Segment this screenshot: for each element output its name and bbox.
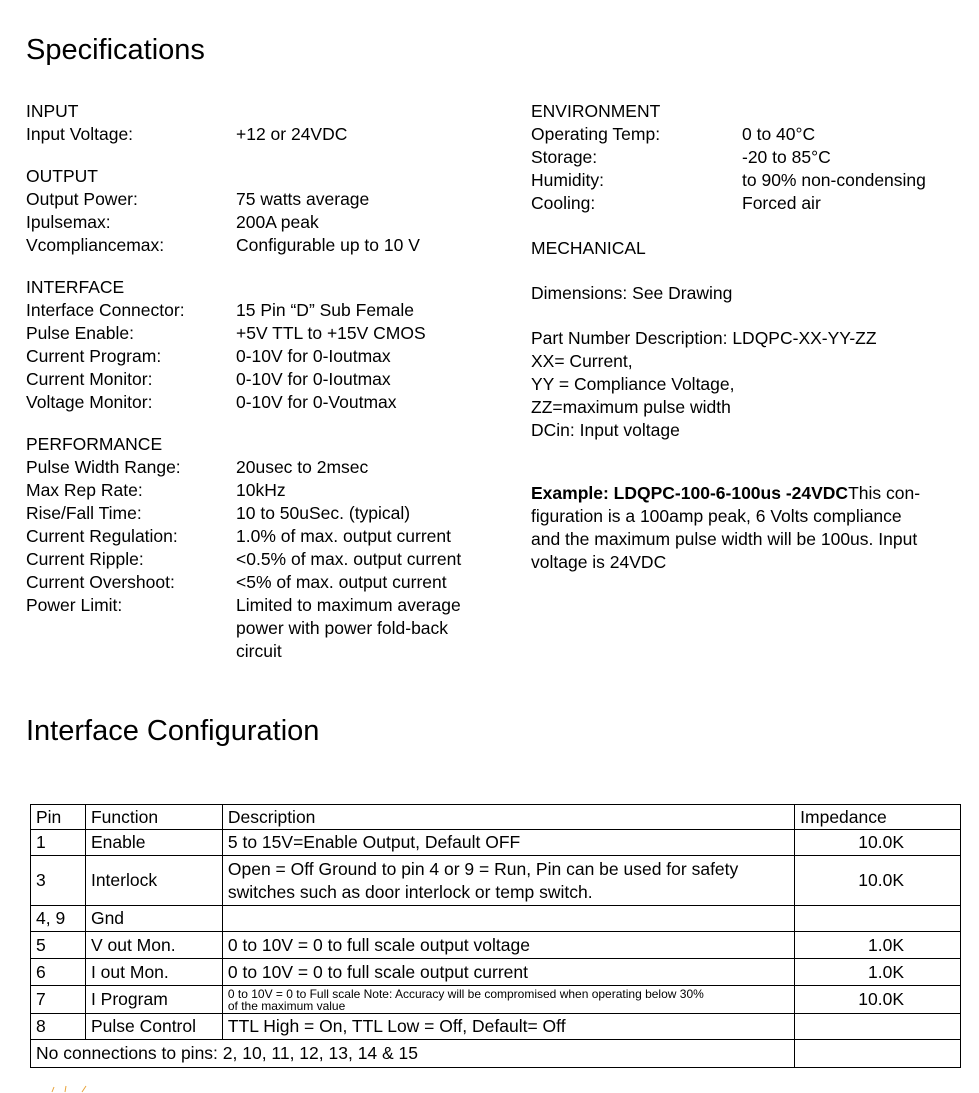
impedance-cell: 1.0K (795, 932, 961, 959)
specifications-title: Specifications (26, 34, 205, 66)
part-dcin-text: DCin: Input voltage (531, 420, 680, 440)
section-heading-interface: INTERFACE (26, 277, 125, 297)
spec-row: Input Voltage: +12 or 24VDC (26, 124, 348, 144)
function-cell: Pulse Control (85, 1014, 222, 1040)
part-xx-text: XX= Current, (531, 351, 633, 371)
spec-row: Humidity: to 90% non-condensing (531, 170, 926, 190)
impedance-cell (795, 906, 961, 932)
function-cell: V out Mon. (85, 932, 222, 959)
spec-left-column (26, 100, 506, 663)
pin-cell: 5 (31, 932, 86, 959)
section-heading-environment: ENVIRONMENT (531, 101, 661, 121)
spec-row: Current Program: 0-10V for 0-Ioutmax (26, 346, 391, 366)
spec-row: Pulse Enable: +5V TTL to +15V CMOS (26, 323, 426, 343)
function-cell: I Program (85, 986, 222, 1014)
example-bold: Example: LDQPC-100-6-100us -24VDC (531, 483, 849, 503)
description-cell (222, 906, 794, 932)
description-cell (222, 986, 794, 1014)
pin-cell: 7 (31, 986, 86, 1014)
spec-right-column (531, 100, 971, 574)
spec-row: Output Power: 75 watts average (26, 189, 370, 209)
spec-row: Interface Connector: 15 Pin “D” Sub Female (26, 300, 414, 320)
function-cell: I out Mon. (85, 959, 222, 986)
spec-row: Operating Temp: 0 to 40°C (531, 124, 816, 144)
dimensions-text: Dimensions: See Drawing (531, 283, 733, 303)
section-heading-input: INPUT (26, 101, 79, 121)
spec-row: Current Ripple: <0.5% of max. output current (26, 549, 462, 569)
spec-row: Storage: -20 to 85°C (531, 147, 831, 167)
spec-row: Ipulsemax: 200A peak (26, 212, 319, 232)
part-number-text: Part Number Description: LDQPC-XX-YY-ZZ (531, 328, 877, 348)
spec-row: Rise/Fall Time: 10 to 50uSec. (typical) (26, 503, 411, 523)
function-cell: Interlock (85, 856, 222, 906)
interface-config-title: Interface Configuration (26, 715, 320, 747)
table-row (31, 830, 961, 856)
table-footer-row (31, 1040, 961, 1068)
description-line: of the maximum value (227, 998, 346, 1013)
decorative-mark (50, 1084, 90, 1093)
impedance-cell: 10.0K (795, 830, 961, 856)
pin-cell: 3 (31, 856, 86, 906)
table-row (31, 986, 961, 1014)
table-row (31, 1014, 961, 1040)
impedance-cell: 1.0K (795, 959, 961, 986)
interface-config-table (30, 804, 961, 1068)
table-row (31, 959, 961, 986)
description-cell: 5 to 15V=Enable Output, Default OFF (222, 830, 794, 856)
part-yy-text: YY = Compliance Voltage, (531, 374, 735, 394)
example-line: voltage is 24VDC (531, 552, 667, 572)
table-row (31, 856, 961, 906)
spec-row: Power Limit: Limited to maximum average (26, 595, 461, 615)
description-cell: TTL High = On, TTL Low = Off, Default= Off (222, 1014, 794, 1040)
pin-cell: 4, 9 (31, 906, 86, 932)
spec-row: power with power fold-back (236, 618, 449, 638)
pin-cell: 8 (31, 1014, 86, 1040)
spec-row: Vcompliancemax: Configurable up to 10 V (26, 235, 420, 255)
pin-cell: 1 (31, 830, 86, 856)
pin-cell: 6 (31, 959, 86, 986)
function-cell: Enable (85, 830, 222, 856)
table-header-row (31, 805, 961, 830)
header-impedance: Impedance (795, 805, 961, 830)
description-cell: 0 to 10V = 0 to full scale output voltage (222, 932, 794, 959)
section-heading-mechanical: MECHANICAL (531, 238, 646, 258)
description-line: 0 to 10V = 0 to Full scale Note: Accuracy will be compromised when operating below 30% (227, 986, 704, 1001)
section-heading-output: OUTPUT (26, 166, 98, 186)
description-line: switches such as door interlock or temp switch. (227, 881, 593, 902)
spec-row: Cooling: Forced air (531, 193, 821, 213)
table-row (31, 906, 961, 932)
header-function: Function (85, 805, 222, 830)
spec-row: circuit (236, 641, 282, 661)
header-pin: Pin (31, 805, 86, 830)
example-line (531, 482, 971, 505)
footer-note: No connections to pins: 2, 10, 11, 12, 13, 14 & 15 (31, 1040, 795, 1068)
function-cell: Gnd (85, 906, 222, 932)
impedance-cell (795, 1014, 961, 1040)
spec-row: Current Regulation: 1.0% of max. output current (26, 526, 451, 546)
example-line: and the maximum pulse width will be 100us. Input (531, 529, 918, 549)
description-line: Open = Off Ground to pin 4 or 9 = Run, Pin can be used for safety (227, 858, 739, 879)
example-line1: This con- (848, 483, 921, 503)
footer-empty-cell (795, 1040, 961, 1068)
impedance-cell: 10.0K (795, 856, 961, 906)
example-line: figuration is a 100amp peak, 6 Volts compliance (531, 506, 902, 526)
spec-row: Voltage Monitor: 0-10V for 0-Voutmax (26, 392, 397, 412)
header-description: Description (222, 805, 794, 830)
part-zz-text: ZZ=maximum pulse width (531, 397, 731, 417)
section-heading-performance: PERFORMANCE (26, 434, 163, 454)
spec-row: Max Rep Rate: 10kHz (26, 480, 286, 500)
impedance-cell: 10.0K (795, 986, 961, 1014)
spec-row: Pulse Width Range: 20usec to 2msec (26, 457, 369, 477)
spec-row: Current Overshoot: <5% of max. output current (26, 572, 447, 592)
spec-row: Current Monitor: 0-10V for 0-Ioutmax (26, 369, 391, 389)
description-cell (222, 856, 794, 906)
table-row (31, 932, 961, 959)
description-cell: 0 to 10V = 0 to full scale output current (222, 959, 794, 986)
